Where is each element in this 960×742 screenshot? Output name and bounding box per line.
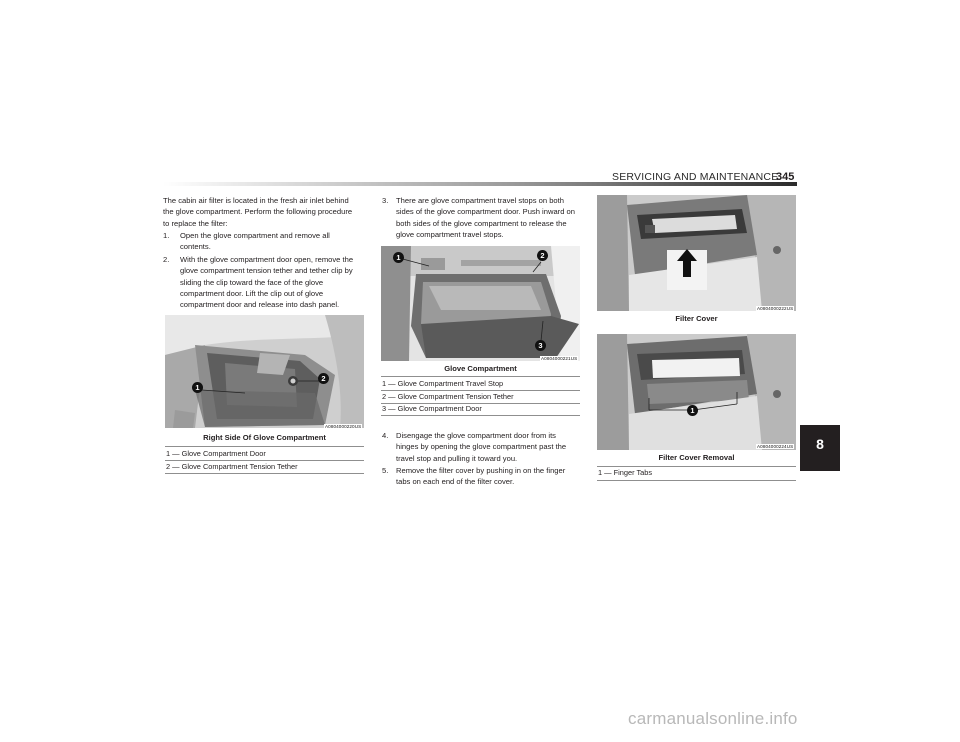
intro-line: the glove compartment. Perform the following procedure <box>163 207 353 217</box>
step-line: Open the glove compartment and remove all <box>180 231 330 240</box>
chapter-tab-number: 8 <box>816 436 824 452</box>
step-line: Disengage the glove compartment door from its <box>396 431 556 440</box>
step-line: sides of the glove compartment door. Push inward on <box>396 207 575 217</box>
figure-filter-cover-removal <box>597 334 796 450</box>
step-line: compartment door and release into dash panel. <box>180 300 340 310</box>
figure-filter-cover <box>597 195 796 311</box>
legend-divider <box>165 446 364 447</box>
legend-divider <box>597 480 796 481</box>
section-title: SERVICING AND MAINTENANCE <box>612 171 779 183</box>
step-line: glove compartment tension tether and tether clip by <box>180 266 353 276</box>
callout-1: 1 <box>687 405 698 416</box>
step-number: 4. <box>382 431 389 440</box>
step-line: travel stop and pulling it toward you. <box>396 453 518 463</box>
legend-item: 1 — Glove Compartment Travel Stop <box>382 379 504 388</box>
figure-caption: Right Side Of Glove Compartment <box>203 433 326 442</box>
step-line: hinges by opening the glove compartment past the <box>396 442 567 452</box>
legend-item: 2 — Glove Compartment Tension Tether <box>382 392 514 401</box>
step-number: 2. <box>163 255 170 264</box>
step-number: 3. <box>382 196 389 205</box>
legend-divider <box>381 376 580 377</box>
figure-caption: Filter Cover Removal <box>658 453 735 462</box>
callout-1: 1 <box>393 252 404 263</box>
intro-line: The cabin air filter is located in the fresh air inlet behind <box>163 196 349 205</box>
step-line: contents. <box>180 242 211 252</box>
step-line: Remove the filter cover by pushing in on the finger <box>396 466 566 475</box>
legend-divider <box>165 473 364 474</box>
legend-divider <box>381 415 580 416</box>
figure-caption: Filter Cover <box>675 314 718 323</box>
page-number: 345 <box>776 171 795 183</box>
figure-right-side-glove-compartment <box>165 315 364 428</box>
figure-code: A0804000220US <box>325 424 362 429</box>
step-line: There are glove compartment travel stops on both <box>396 196 564 205</box>
callout-2: 2 <box>318 373 329 384</box>
intro-paragraph <box>163 195 373 229</box>
step-line: glove compartment travel stops. <box>396 229 504 239</box>
step-line: tabs on each end of the filter cover. <box>396 477 515 487</box>
step-line: With the glove compartment door open, remove the <box>180 255 354 264</box>
legend-item: 1 — Glove Compartment Door <box>166 449 266 458</box>
step-number: 5. <box>382 466 389 475</box>
step-line: both sides of the glove compartment to release the <box>396 218 567 228</box>
figure-glove-compartment <box>381 246 580 361</box>
step-line: sliding the clip toward the face of the glove <box>180 277 324 287</box>
callout-1: 1 <box>192 382 203 393</box>
step-number: 1. <box>163 231 170 240</box>
callout-3: 3 <box>535 340 546 351</box>
step-line: compartment door. Lift the clip out of glove <box>180 288 324 298</box>
figure-code: A0804000224US <box>757 444 794 449</box>
legend-item: 2 — Glove Compartment Tension Tether <box>166 462 298 471</box>
intro-line: to replace the filter: <box>163 218 228 228</box>
callout-2: 2 <box>537 250 548 261</box>
figure-code: A0804000221US <box>541 356 578 361</box>
legend-item: 1 — Finger Tabs <box>598 468 653 477</box>
figure-code: A0804000222US <box>757 306 794 311</box>
legend-item: 3 — Glove Compartment Door <box>382 404 482 413</box>
watermark-text: carmanualsonline.info <box>628 709 798 728</box>
figure-caption: Glove Compartment <box>444 364 517 373</box>
